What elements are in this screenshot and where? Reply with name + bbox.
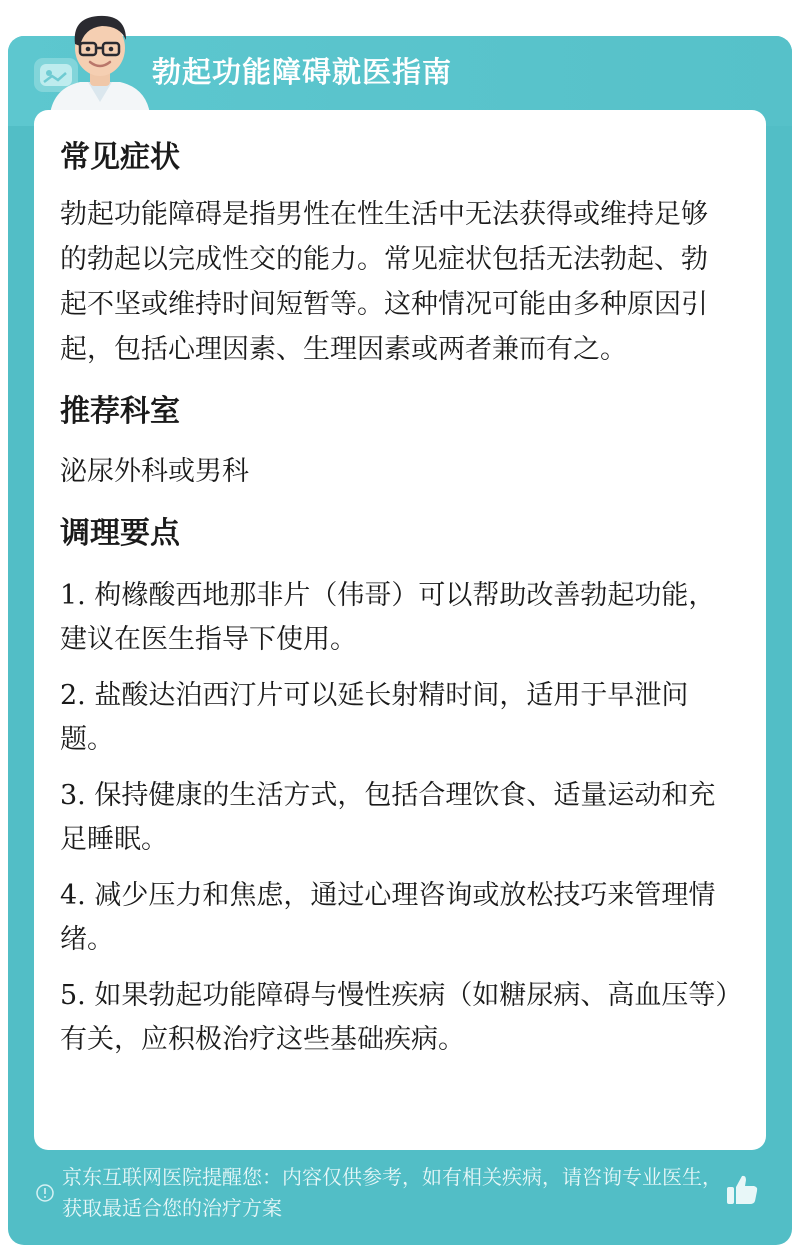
care-heading: 调理要点 <box>60 516 180 551</box>
care-item <box>60 774 730 862</box>
content-card <box>34 110 766 1150</box>
care-item-number: 1. <box>60 580 86 611</box>
care-item-text: 减少压力和焦虑，通过心理咨询或放松技巧来管理情绪。 <box>60 880 716 955</box>
department-heading: 推荐科室 <box>60 394 180 429</box>
care-item-text: 盐酸达泊西汀片可以延长射精时间，适用于早泄问题。 <box>60 680 689 755</box>
care-item-number: 3. <box>60 780 86 811</box>
department-text: 泌尿外科或男科 <box>60 456 249 487</box>
care-item <box>60 674 730 762</box>
symptoms-heading: 常见症状 <box>60 140 180 175</box>
symptoms-text: 勃起功能障碍是指男性在性生活中无法获得或维持足够的勃起以完成性交的能力。常见症状包括无法勃起、勃起不坚或维持时间短暂等。这种情况可能由多种原因引起，包括心理因素、生理因素或两者兼而有之。 <box>60 199 708 365</box>
care-item-number: 5. <box>60 980 86 1011</box>
footer-disclaimer: 京东互联网医院提醒您：内容仅供参考，如有相关疾病，请咨询专业医生，获取最适合您的治疗方案 <box>62 1165 722 1220</box>
footer <box>34 1162 774 1232</box>
page-title: 勃起功能障碍就医指南 <box>152 55 453 89</box>
care-item-text: 保持健康的生活方式，包括合理饮食、适量运动和充足睡眠。 <box>60 780 716 855</box>
card-content <box>60 130 730 1062</box>
care-item <box>60 874 730 962</box>
thumbs-up-icon[interactable] <box>724 1172 760 1208</box>
doctor-avatar <box>40 4 160 114</box>
care-item <box>60 974 730 1062</box>
care-item-number: 2. <box>60 680 86 711</box>
info-icon <box>36 1184 54 1202</box>
care-item-number: 4. <box>60 880 86 911</box>
care-item-text: 如果勃起功能障碍与慢性疾病（如糖尿病、高血压等）有关，应积极治疗这些基础疾病。 <box>60 980 729 1055</box>
care-item <box>60 574 730 662</box>
care-item-text: 枸橼酸西地那非片（伟哥）可以帮助改善勃起功能，建议在医生指导下使用。 <box>60 580 716 655</box>
